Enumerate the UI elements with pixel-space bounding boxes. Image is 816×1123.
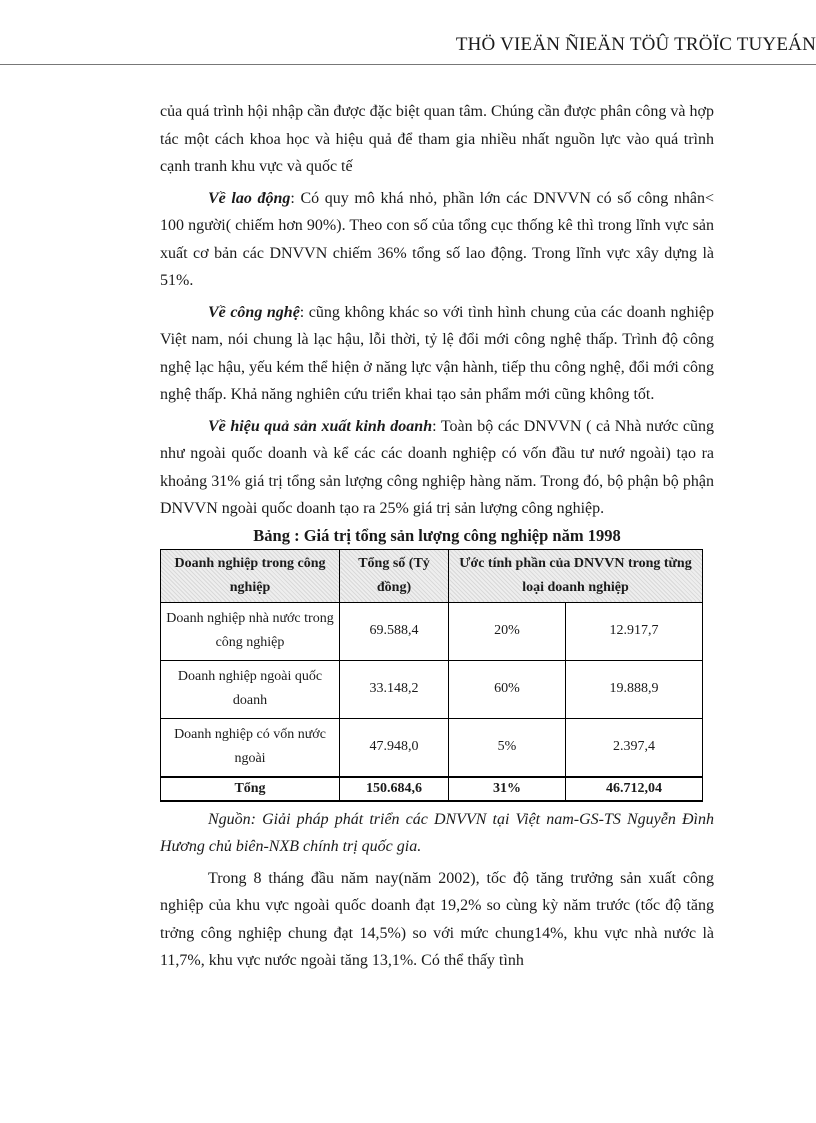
paragraph-labor <box>160 185 714 295</box>
table-row <box>161 602 703 660</box>
row-name: Doanh nghiệp nhà nước trong công nghiệp <box>161 602 340 660</box>
paragraph-technology <box>160 299 714 409</box>
row-value: 12.917,7 <box>566 602 703 660</box>
header-sme-share: Ước tính phần của DNVVN trong từng loại doanh nghiệp <box>449 549 703 602</box>
header-total: Tổng số (Tỷ đồng) <box>340 549 449 602</box>
table-row <box>161 660 703 718</box>
header-enterprise: Doanh nghiệp trong công nghiệp <box>161 549 340 602</box>
row-pct: 60% <box>449 660 566 718</box>
table-caption: Bảng : Giá trị tổng sản lượng công nghiệp năm 1998 <box>253 525 621 545</box>
total-pct: 31% <box>449 777 566 801</box>
row-name: Doanh nghiệp có vốn nước ngoài <box>161 718 340 777</box>
paragraph-growth: Trong 8 tháng đầu năm nay(năm 2002), tốc độ tăng trưởng sản xuất công nghiệp của khu vực ngoài quốc doanh đạt 19,2% so cùng kỳ năm trước (tốc độ tăng trởng công nghiệp chung đạt 14,5%) so với mức chung14%, khu vực nhà nước là 11,7%, khu vực nước ngoài tăng 13,1%. Có thể thấy tình <box>160 869 714 969</box>
row-name: Doanh nghiệp ngoài quốc doanh <box>161 660 340 718</box>
total-name: Tổng <box>161 777 340 801</box>
labor-text: : Có quy mô khá nhỏ, phần lớn các DNVVN có số công nhân< 100 người( chiếm hơn 90%). Theo con số của tổng cục thống kê thì trong lĩnh vực sản xuất cơ bản các DNVVN chiếm 36% tổng số lao động. Trong lĩnh vực xây dựng là 51%. <box>160 189 714 289</box>
table-row <box>161 718 703 777</box>
technology-text: : cũng không khác so với tình hình chung của các doanh nghiệp Việt nam, nói chung là lạc hậu, lỗi thời, tỷ lệ đổi mới công nghệ thấp. Trình độ công nghệ lạc hậu, yếu kém thể hiện ở năng lực vận hành, tiếp thu công nghệ, đổi mới công nghệ thấp. Khả năng nghiên cứu triển khai tạo sản phẩm mới cũng không tốt. <box>160 303 714 403</box>
table-header-row <box>161 549 703 602</box>
total-total: 150.684,6 <box>340 777 449 801</box>
production-table <box>160 549 703 802</box>
table-total-row <box>161 777 703 801</box>
page-header: THÖ VIEÄN ÑIEÄN TÖÛ TRÖÏC TUYEÁN <box>455 34 816 55</box>
paragraph-efficiency <box>160 413 714 523</box>
total-value: 46.712,04 <box>566 777 703 801</box>
row-value: 19.888,9 <box>566 660 703 718</box>
efficiency-text: : Toàn bộ các DNVVN ( cả Nhà nước cũng như ngoài quốc doanh và kể các các doanh nghiệp có vốn đầu tư nướ ngoài) tạo ra khoảng 31% giá trị tổng sản lượng công nghiệp hàng năm. Trong đó, bộ phận bộ phận DNVVN ngoài quốc doanh tạo ra 25% giá trị sản lượng công nghiệp. <box>160 417 714 517</box>
table-source: Nguồn: Giải pháp phát triển các DNVVN tại Việt nam-GS-TS Nguyễn Đình Hương chủ biên-NXB chính trị quốc gia. <box>160 810 714 855</box>
row-total: 33.148,2 <box>340 660 449 718</box>
row-pct: 5% <box>449 718 566 777</box>
technology-label: Về công nghệ <box>208 303 300 321</box>
row-pct: 20% <box>449 602 566 660</box>
efficiency-label: Về hiệu quả sản xuất kinh doanh <box>208 417 433 435</box>
header-rule <box>0 64 816 65</box>
row-total: 47.948,0 <box>340 718 449 777</box>
row-value: 2.397,4 <box>566 718 703 777</box>
labor-label: Về lao động <box>208 189 291 207</box>
row-total: 69.588,4 <box>340 602 449 660</box>
document-body <box>160 98 714 975</box>
paragraph-1: của quá trình hội nhập cần được đặc biệt quan tâm. Chúng cần được phân công và hợp tác một cách khoa học và hiệu quả để tham gia nhiều nhất nguồn lực vào quá trình cạnh tranh khu vực và quốc tế <box>160 103 714 175</box>
